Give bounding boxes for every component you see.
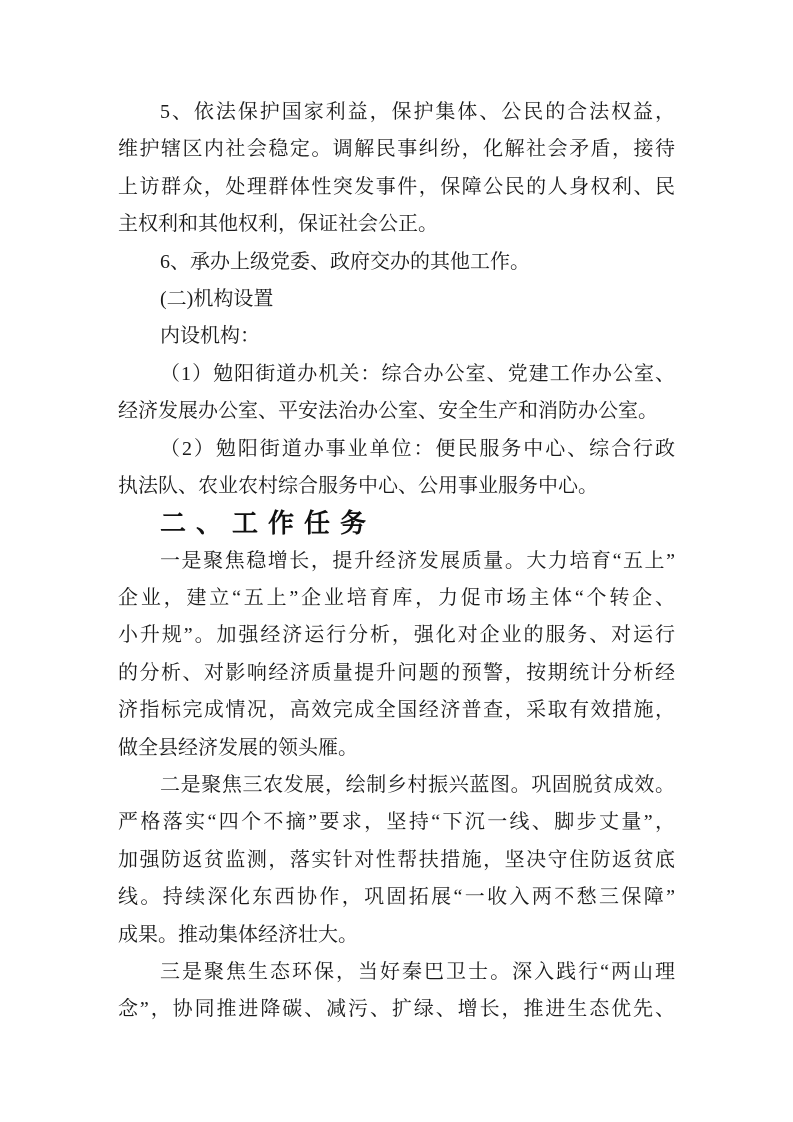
text-line: （2）勉阳街道办事业单位：便民服务中心、综合行政 xyxy=(160,437,675,460)
paragraph-task-3 xyxy=(118,954,675,1029)
text-line: 念”，协同推进降碳、减污、扩绿、增长，推进生态优先、 xyxy=(118,998,675,1021)
text-line: 一是聚焦稳增长，提升经济发展质量。大力培育“五上” xyxy=(160,549,675,572)
text-line: 线。持续深化东西协作，巩固拓展“一收入两不愁三保障” xyxy=(118,886,675,909)
paragraph-task-2 xyxy=(118,767,675,954)
text-line: 6、承办上级党委、政府交办的其他工作。 xyxy=(160,250,530,273)
document-content xyxy=(118,94,675,1029)
text-line: 上访群众，处理群体性突发事件，保障公民的人身权利、民 xyxy=(118,175,675,198)
paragraph-duty-item-5 xyxy=(118,94,675,244)
text-line: 加强防返贫监测，落实针对性帮扶措施，坚决守住防返贫底 xyxy=(118,848,675,871)
text-line: 内设机构： xyxy=(160,325,260,348)
text-line: 企业，建立“五上”企业培育库，力促市场主体“个转企、 xyxy=(118,587,675,610)
section-heading: 二、工作任务 xyxy=(160,508,377,539)
text-line: (二)机构设置 xyxy=(160,287,274,310)
paragraph-task-1 xyxy=(118,543,675,767)
text-line: 5、依法保护国家利益，保护集体、公民的合法权益， xyxy=(160,101,675,123)
paragraph-subsection-2-title xyxy=(118,281,675,318)
text-line: 执法队、农业农村综合服务中心、公用事业服务中心。 xyxy=(118,474,598,497)
text-line: 严格落实“四个不摘”要求，坚持“下沉一线、脚步丈量”， xyxy=(118,811,675,834)
paragraph-section-2-heading xyxy=(118,505,675,542)
paragraph-org-list-2 xyxy=(118,431,675,506)
text-line: （1）勉阳街道办机关：综合办公室、党建工作办公室、 xyxy=(160,362,675,385)
text-line: 维护辖区内社会稳定。调解民事纠纷，化解社会矛盾，接待 xyxy=(118,138,675,161)
paragraph-internal-orgs-label xyxy=(118,318,675,355)
paragraph-duty-item-6 xyxy=(118,244,675,281)
text-line: 三是聚焦生态环保，当好秦巴卫士。深入践行“两山理 xyxy=(160,960,675,983)
text-line: 二是聚焦三农发展，绘制乡村振兴蓝图。巩固脱贫成效。 xyxy=(160,774,675,797)
paragraph-org-list-1 xyxy=(118,356,675,431)
text-line: 经济发展办公室、平安法治办公室、安全生产和消防办公室。 xyxy=(118,400,658,423)
text-line: 主权利和其他权利，保证社会公正。 xyxy=(118,213,438,236)
text-line: 小升规”。加强经济运行分析，强化对企业的服务、对运行 xyxy=(118,624,675,647)
text-line: 的分析、对影响经济质量提升问题的预警，按期统计分析经 xyxy=(118,661,675,684)
text-line: 成果。推动集体经济壮大。 xyxy=(118,923,358,946)
text-line: 济指标完成情况，高效完成全国经济普查，采取有效措施， xyxy=(118,699,675,722)
text-line: 做全县经济发展的领头雁。 xyxy=(118,736,358,759)
